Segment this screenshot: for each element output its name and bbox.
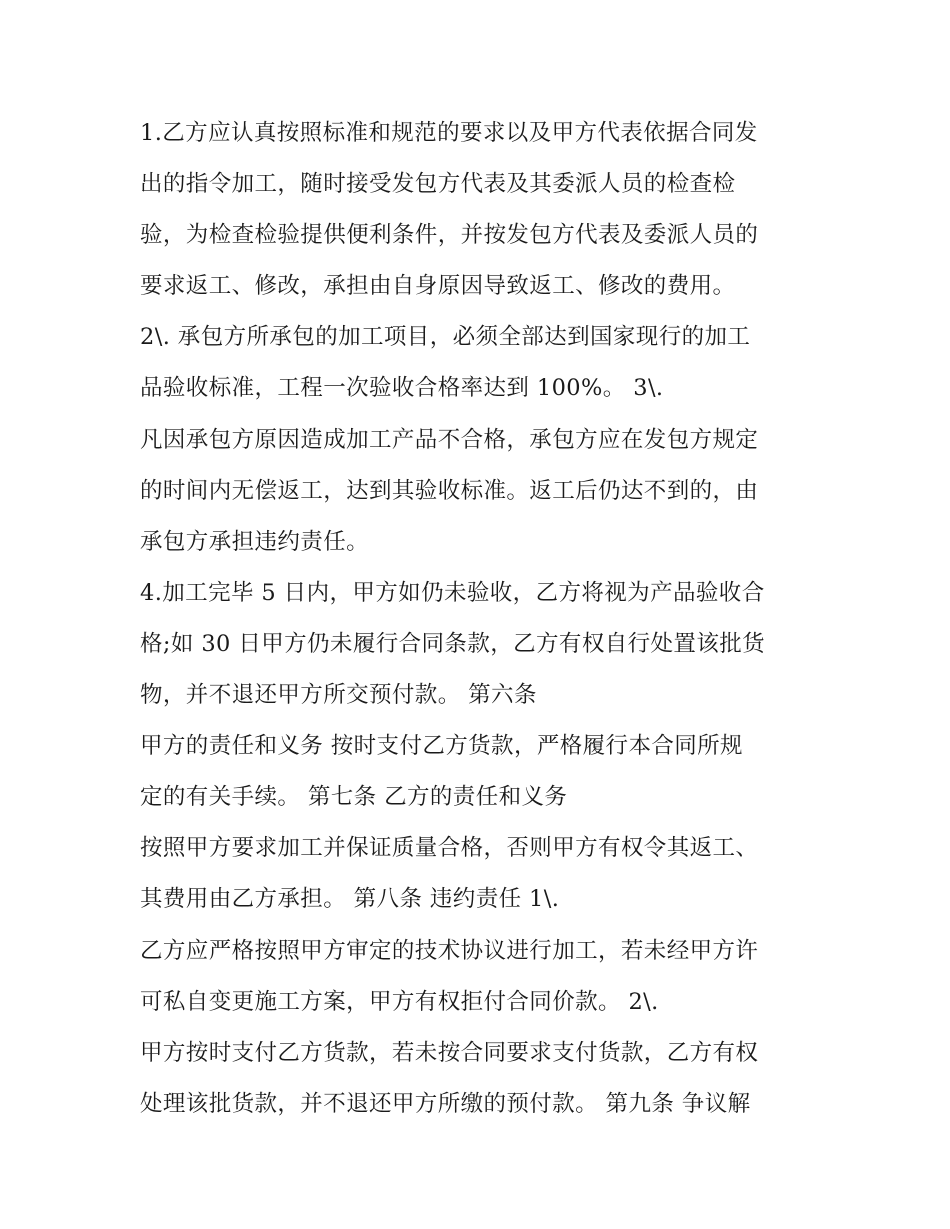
text-line: 物，并不退还甲方所交预付款。 第六条 (140, 682, 537, 709)
contract-text-body (140, 108, 830, 1130)
text-line: 定的有关手续。 第七条 乙方的责任和义务 (140, 784, 568, 811)
text-line: 承包方承担违约责任。 (140, 528, 370, 555)
text-line: 其费用由乙方承担。 第八条 违约责任 1\. (140, 886, 560, 913)
text-line: 品验收标准，工程一次验收合格率达到 100%。 3\. (140, 375, 664, 402)
text-line: 凡因承包方原因造成加工产品不合格，承包方应在发包方规定 (140, 426, 759, 453)
text-line: 验，为检查检验提供便利条件，并按发包方代表及委派人员的 (140, 222, 759, 249)
text-line: 1.乙方应认真按照标准和规范的要求以及甲方代表依据合同发 (140, 120, 758, 146)
text-line: 格;如 30 日甲方仍未履行合同条款，乙方有权自行处置该批货 (140, 630, 766, 657)
text-line: 出的指令加工，随时接受发包方代表及其委派人员的检查检 (140, 171, 736, 198)
text-line: 甲方的责任和义务 按时支付乙方货款，严格履行本合同所规 (140, 733, 743, 760)
text-line: 的时间内无偿返工，达到其验收标准。返工后仍达不到的，由 (140, 477, 759, 504)
text-line: 乙方应严格按照甲方审定的技术协议进行加工，若未经甲方许 (140, 937, 759, 964)
text-line: 要求返工、修改，承担由自身原因导致返工、修改的费用。 (140, 273, 736, 300)
text-line: 处理该批货款，并不退还甲方所缴的预付款。 第九条 争议解 (140, 1090, 751, 1117)
text-line: 甲方按时支付乙方货款，若未按合同要求支付货款，乙方有权 (140, 1039, 759, 1066)
text-line: 按照甲方要求加工并保证质量合格，否则甲方有权令其返工、 (140, 835, 759, 862)
text-line: 可私自变更施工方案，甲方有权拒付合同价款。 2\. (140, 988, 659, 1015)
text-line: 4.加工完毕 5 日内，甲方如仍未验收，乙方将视为产品验收合 (140, 579, 765, 606)
text-line: 2\. 承包方所承包的加工项目，必须全部达到国家现行的加工 (140, 324, 751, 351)
